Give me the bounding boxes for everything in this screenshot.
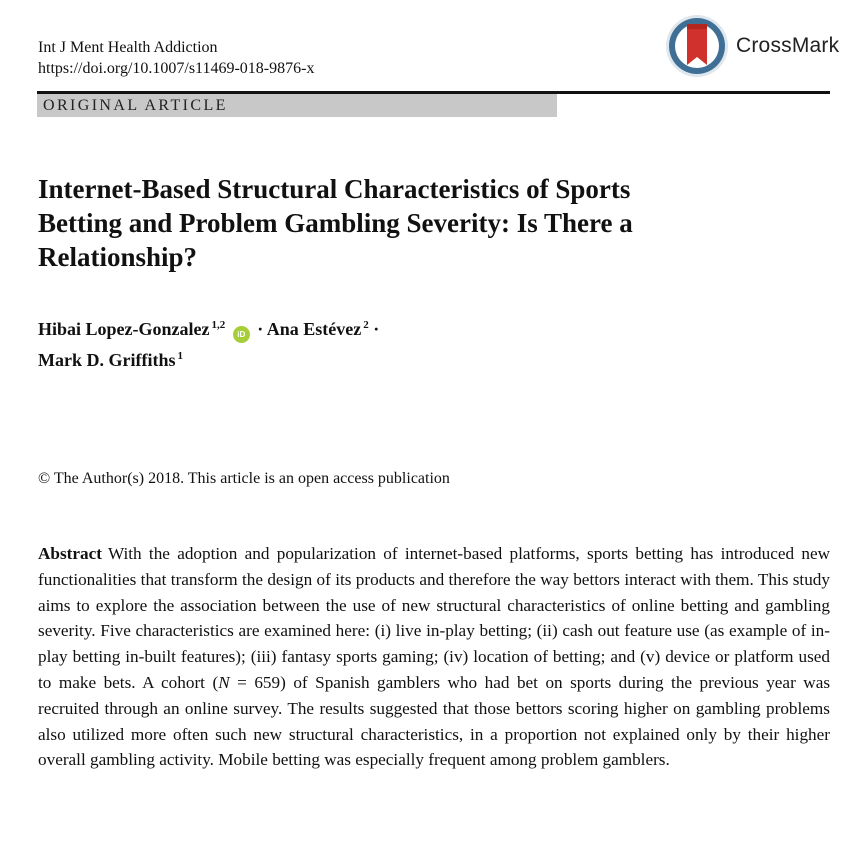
author-name[interactable]: Ana Estévez xyxy=(266,319,362,339)
author-affiliation: 1 xyxy=(177,350,183,362)
orcid-icon[interactable]: iD xyxy=(233,326,250,343)
author-list xyxy=(38,312,379,373)
copyright-notice: © The Author(s) 2018. This article is an open access publication xyxy=(38,470,450,487)
journal-header xyxy=(38,37,314,79)
doi-link[interactable]: https://doi.org/10.1007/s11469-018-9876-x xyxy=(38,60,315,77)
author-separator: · xyxy=(257,319,264,339)
crossmark-icon xyxy=(664,13,730,79)
author-affiliation: 1,2 xyxy=(211,319,226,331)
author-affiliation: 2 xyxy=(363,319,369,331)
author-separator: · xyxy=(373,319,380,339)
article-title: Internet-Based Structural Characteristics of Sports Betting and Problem Gambling Severity: Is There a Relationship? xyxy=(38,174,633,272)
abstract-label: Abstract xyxy=(38,544,102,563)
author-name[interactable]: Mark D. Griffiths xyxy=(38,350,176,370)
author-name[interactable]: Hibai Lopez-Gonzalez xyxy=(38,319,210,339)
article-type-banner: ORIGINAL ARTICLE xyxy=(37,94,557,117)
abstract-text-part2: = 659) of Spanish gamblers who had bet on sports during the previous year was recruited through an online survey. The results suggested that those bettors scoring higher on gambling problems also utilized more often such new structural characteristics, in a proportion not explained only by their higher overall gambling activity. Mobile betting was especially frequent among problem gamblers. xyxy=(38,672,831,770)
journal-name: Int J Ment Health Addiction xyxy=(38,39,218,56)
abstract xyxy=(38,541,830,773)
crossmark-badge[interactable] xyxy=(664,13,839,79)
abstract-text-part1: With the adoption and popularization of internet-based platforms, sports betting has introduced new functionalities that transform the design of its products and therefore the way bettors interact with them. This study aims to explore the association between the use of new structural characteristics of online betting and gambling severity. Five characteristics are examined here: (i) live in-play betting; (ii) cash out feature use (as example of in-play betting in-built features); (iii) fantasy sports gaming; (iv) location of betting; and (v) device or platform used to make bets. A cohort ( xyxy=(38,544,830,692)
crossmark-label: CrossMark xyxy=(736,34,840,57)
abstract-n-symbol: N xyxy=(218,672,230,692)
